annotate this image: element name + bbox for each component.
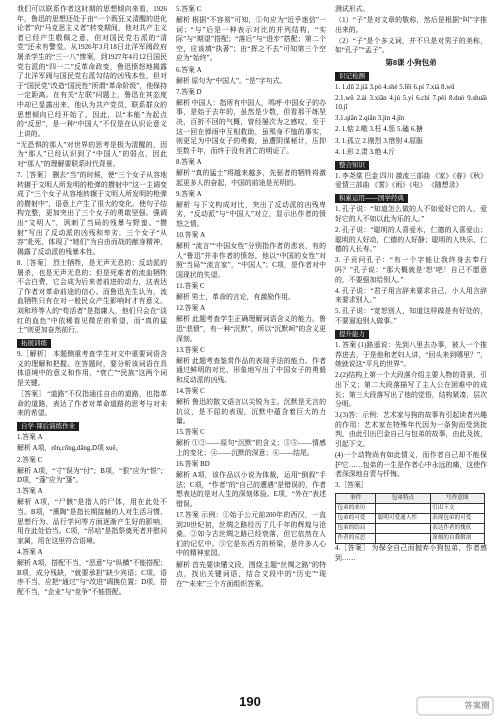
- paragraph: 测试形式。: [335, 6, 370, 13]
- answer-12: 12.答案 A: [176, 305, 206, 313]
- answer-9: 9.［解析］ 本题侧重考查学生对文中重要词语含义的理解和把握。在答题时，要分析该词语在具体语境中的意义和作用，“衰亡”“民族”这两个词是关键。: [17, 351, 167, 387]
- answer-11: 11.答案 C: [176, 283, 205, 291]
- classics-answer: 5. 孔子说：“宽恕别人，知道这样做是有好处的，不要逼迫别人做事。”: [335, 308, 487, 325]
- answer-17: 17.答案 示例：①始于公元前200年的西汉，一直到20世纪初，丝绸之路经历了几千年的辉煌与沧桑。②如今古丝绸之路已经衰落，但它依然在人们的记忆中。③它是东西方的桥梁，是许多人心中的精神家园。: [176, 512, 326, 558]
- character-answers: 2. 1.惦 2.嗷 3.枉 4.惩 5.磕 6.搪: [335, 126, 423, 134]
- answer-1: 1.答案 A: [17, 434, 43, 442]
- table-row: [336, 523, 485, 533]
- table-cell: 包弟的结局: [336, 523, 376, 533]
- table-row: [336, 503, 485, 513]
- answer-5: 5.答案 C: [176, 6, 202, 13]
- table-cell: 作者的反思: [336, 533, 376, 543]
- explanation-10: 解析 “流言”“中国女性”分别指作者的悲哀，有的人“鲁迅”并非作者的愤怒，他以“中国的女性”对照“当局”“流言家”，“中国人”；C项，是作者对中国现状的失望。: [176, 243, 326, 279]
- table-cell: 表现包弟的可爱: [430, 513, 484, 523]
- explanation-13: 解析 此题考查鉴赏作品的表现手法的能力。作者通过鲜明的对比，形象地写出了中国女子的勇毅和反动派的凶残。: [176, 357, 326, 384]
- table-header-cell: 事件: [336, 493, 376, 503]
- pinyin-answers: 3.1.qiān 2.qiǎn 3.jìn 4.jǐn: [335, 115, 405, 123]
- answer-16: 16.答案 BD: [176, 461, 210, 469]
- table-cell: 深刻的自我解剖: [430, 533, 484, 543]
- answer-13: 13.答案 C: [176, 346, 205, 354]
- column-left: [17, 5, 167, 681]
- answer-8: 8.答案 A: [176, 158, 202, 166]
- answer-6: 6.答案 A: [176, 66, 202, 74]
- explanation-2: 解析 A项，“寸”误为“付”；B项，“狠”应为“恨”；D项，“蓬”应为“篷”。: [17, 467, 167, 485]
- section-header-ability: 提升能力: [335, 330, 369, 339]
- classics-answer: 2. 孔子说：“聪明的人喜爱水，仁德的人喜爱山；聪明的人好动，仁德的人好静；聪明的人快乐，仁德的人长寿。”: [335, 227, 487, 254]
- paragraph: “无恐惧的那人”对世界的思考是极为清醒的，因为“那人”已经认识到了“中国人”的弱点，因此对“那人”的理解要联系时代背景。: [17, 141, 167, 168]
- section-header-knowledge: 整合知识: [335, 161, 369, 170]
- table-cell: 包弟的来历: [336, 503, 376, 513]
- column-right: [335, 5, 487, 681]
- classics-answer: 4. 孔子说：“君子用言辞来要求自己，小人用言辞来要求别人。”: [335, 287, 487, 305]
- paragraph: （2）“子”是个多义词，并不只是对男子的美称，如“孔子”“孟子”。: [335, 37, 487, 55]
- explanation-11: 解析 男士，革命的言论，有激励作用。: [176, 294, 295, 302]
- ability-answer: 3.(3)答：示例：艺术家与狗的故事有引起读者兴趣的作用：艺术家在特殊年代因为一条狗而受到批判，由此引出巴金自己与包弟的故事，由此及彼，引起下文。: [335, 412, 487, 448]
- word-answers: 4. 1.形 2.肃 3.绝 4.斤: [335, 148, 396, 156]
- explanation-7: 解析 中国人：指所有中国人，鸣呼·中国女子的办事，是始于去年的，虽然是少数，但看那干练坚决，百折不回的气概，曾经屡次为之感叹，至于这一回在弹雨中互相救助，虽殒身不恤的事实，则更足为中国女子的勇毅，虽遭阴谋秘计，压抑至数千年，而终于没有消亡的明证了。: [176, 99, 326, 155]
- ability-answer: 1. 答案 (1)路遥说：先到八里去办事，被人一个推荐进去，于是他和老妇人讲，“回头来到哪里？”，她就说这“平凡的世界”。: [335, 342, 487, 369]
- answer-9-detail: ［答案］ “道路”不仅指通往自由的道路，也指革命的道路，表达了作者对革命道路的思考与对未来的希望。: [17, 391, 167, 418]
- table-header-cell: 包弟特点: [376, 493, 430, 503]
- table-title: 3.［答案］: [335, 482, 368, 490]
- answer-9: 9.答案 A: [176, 190, 202, 198]
- paragraph: 我们可以联系作者这时期的思想倾向来看，1926年，鲁迅的思想还处于由“一个既狂又清醒的进化论者”向“马克思主义者”转变期间，他对共产主义者已经产生敬佩之意，但对国民党右派的“清党”还未有警觉。从1926年3月18日北洋军阀政府屠杀学生的“三一八”惨案，到1927年4月12日国民党右派的“四一二”反革命政变，鲁迅愤怒地揭露了北洋军阀与国民党右派勾结的凶残本性，但对于“国民党”改造“国民性”所谓“革命阶级”，他保持一定距离。在有关“左联”问题上，鲁迅在其态度中却已显露出来，他认为共产党员、联系群众的思想倾向已经开始了。因此，以“本能”为起点的“反思”，是一种“中国人”不仅是在认识论意义上讲的。: [17, 6, 167, 138]
- answer-7: 7.答案 D: [176, 88, 202, 96]
- explanation-6: 解析 原句为“中国人”。“是”字句式。: [176, 77, 287, 85]
- table-cell: 聪明可爱通人性: [376, 513, 430, 523]
- answer-4: 4.［答案］ 为保全自己而抛弃小狗包弟，作者感到……: [335, 544, 487, 562]
- answer-7: 7.［答案］ 删去“当”的时候，使“三个女子从容地转辗于文明人所发明的枪弹的攒射中”这一主调变成了“三个女子从容地转辗于文明人所发明的枪弹的攒射中”，语意上产生了很大的变化。使句子结构完整，更加突出了三个女子的勇敢坚强。强调出“文明人”，讽刺了当局的残暴与野蛮。“攒射”写出了反动派的凶残和卑劣，三个女子“从容”赴死，体现了“她们”为自由而战的献身精神，揭露了反动派的残暴本性。: [17, 172, 167, 256]
- explanation-14: 解析 鲁迅的散文语言以尖锐为主。沉默是无言的抗议，是不屈的表现，沉默中蕴含着巨大的力量。: [176, 399, 326, 426]
- pinyin-answers: 1. 1.dū 2.jiǎ 3.pò 4.shè 5.fēi 6.pí 7.xiá 8.wǔ: [335, 83, 455, 91]
- explanation-17: 解析 首先要读懂文段，围绕主题“丝绸之路”的特点，找出关键词语，结合文段中的“历史”“现在”“未来”三个方面组织答案。: [176, 561, 326, 588]
- answer-10: 10.答案 A: [176, 232, 206, 240]
- column-middle: [176, 5, 326, 681]
- answer-4: 4.答案 A: [17, 548, 43, 556]
- table-cell: [376, 533, 430, 543]
- classics-answer: 3. 子贡问孔子：“有一个字能让我终身去奉行吗？”孔子说：“那大概就是‘恕’吧！自己不愿意的，不要强加给别人。”: [335, 257, 487, 284]
- explanation-8: 解析 “真的猛士”将越来越多，先驱者的牺牲将激起更多人的奋起，中国的前途是光明的。: [176, 170, 326, 187]
- section-header-recall: 识记检测: [335, 72, 369, 81]
- answer-3: 3.答案 A: [17, 488, 43, 496]
- table-cell: [376, 503, 430, 513]
- table-header-cell: 写作意图: [430, 493, 484, 503]
- explanation-9: 解析 与下文构成对比，突出了反动派的凶残卑劣，“反动派”与“中国人”对立，显示出作者的愤怒之情。: [176, 201, 326, 228]
- watermark-text: 答案圈: [464, 701, 490, 711]
- lesson-title: 第8课 小狗包弟: [385, 57, 437, 67]
- table-cell: 表达作者的愧疚: [430, 523, 484, 533]
- table-row: [336, 513, 485, 523]
- pinyin-answers: 2.1.wǔ 2.ài 3.xiǎn 4.jú 5.yí 6.chí 7.pèi 8.duò 9.shuāi 10.jǐ: [335, 94, 487, 112]
- knowledge-answer: 1. 李尧棠 巴金 四川 激流三部曲 《家》《春》《秋》 爱情三部曲 《雾》《雨》《电》 《随想录》: [335, 172, 487, 190]
- answer-14: 14.答案 C: [176, 387, 205, 395]
- classics-answer: 1. 孔子说：“知道怎么做的人不如爱好它的人，爱好它的人不如以此为乐的人。”: [335, 206, 487, 223]
- page-number: 190: [239, 694, 261, 709]
- section-header-expand: 拓展训练: [17, 339, 51, 348]
- answer-15: 15.答案 C: [176, 429, 205, 437]
- explanation-16: 解析 A项，该作品以小说为体裁，运用“倒叙”手法；C项，“作者”的“自己的遭遇”是错误的，作者想表达的是对人生的深刻体验。E项，“外在”表述错误。: [176, 472, 326, 508]
- ability-answer: (4)一个动物尚有如此情义，而作者自己却不能保护它……包弟的一生是作者心中永远的痛，这使作者深深地自责与忏悔。: [335, 452, 487, 479]
- word-answers: 3. 1.孤立 2.刚烈 3.惜别 4.屈服: [335, 137, 423, 145]
- paragraph: （1）“子”是对文章的敬称，然后是根据“叫”字推出来的。: [335, 17, 487, 34]
- explanation-15: 解析 ①②——原句“沉默”的含义；③⑤——情感上的变化；④——沉默的深意；⑥——结尾。: [176, 440, 326, 458]
- explanation-3: 解析 A项，“尸骸”是指人的尸体，用在此处不当。B项，“熏陶”是指长期接触的人对生活习惯、思想行为、品行学问等方面逐渐产生好的影响，用在此处恰当。C项，“吊唁”是指祭奠死者并慰问家属，用在这里符合语境。: [17, 499, 167, 545]
- explanation-5: 解析 根据“不容易”可知，①句应为“近乎迷信”一词；“与”后是一种表示对比的并列结构，“实际”与“期望”搭配；“落后”与“进步”搭配；第二个空，应该填“执著”；由“挥之不去”可知第三个空应为“始终”。: [176, 17, 326, 63]
- ability-answer: 2.(2)结构上第一个大段落介绍主要人物的背景，引出下文；第二大段落描写了主人公在困难中的成长；第三大段落写出了他的觉悟，结构紧凑，层次分明。: [335, 372, 487, 409]
- table-cell: 引出下文: [430, 503, 484, 513]
- explanation-12: 解析 此题考查学生正确理解词语含义的能力。鲁迅“悲愤”，有一种“沉默”，所以“沉默呵”的含义更深刻。: [176, 316, 326, 343]
- table-row: [336, 533, 485, 543]
- table-cell: 包弟的可爱: [336, 513, 376, 523]
- answer-2: 2.答案 C: [17, 456, 43, 464]
- section-header-classics: 积累运用——国学经典: [335, 194, 408, 203]
- explanation-1: 解析 A项，rěn,cōng,dāng,D项 xuē。: [17, 445, 123, 453]
- answer-table: [335, 493, 485, 544]
- explanation-4: 解析 A项，搭配不当，“恶意”与“纵横”不能搭配；B项，成分残缺，“就要承担”缺少宾语；C项，语序不当，应把“通过”与“改进”调换位置；D项，搭配不当，“企业”与“竞争”不能搭配。: [17, 559, 167, 596]
- answer-8: 8.［答案］ 烈士牺牲，是无声无息的；反动派的屠杀，也是无声无息的；但是死难者的流血牺牲不会白费，它会成为后来者前进的动力，这表达了作者对革命前途的信心。而鲁迅先生认为，流血牺牲只有在对一般民众产生影响时才有意义。刘和珍等人的“苟活者”是指庸人，他们只会在“淡红的血色”中依稀看见微茫的希望，而“真的猛士”则更加奋然前行。: [17, 259, 167, 335]
- table-cell: [376, 523, 430, 533]
- section-header-self-study: 自学·课后演练作业: [17, 422, 79, 431]
